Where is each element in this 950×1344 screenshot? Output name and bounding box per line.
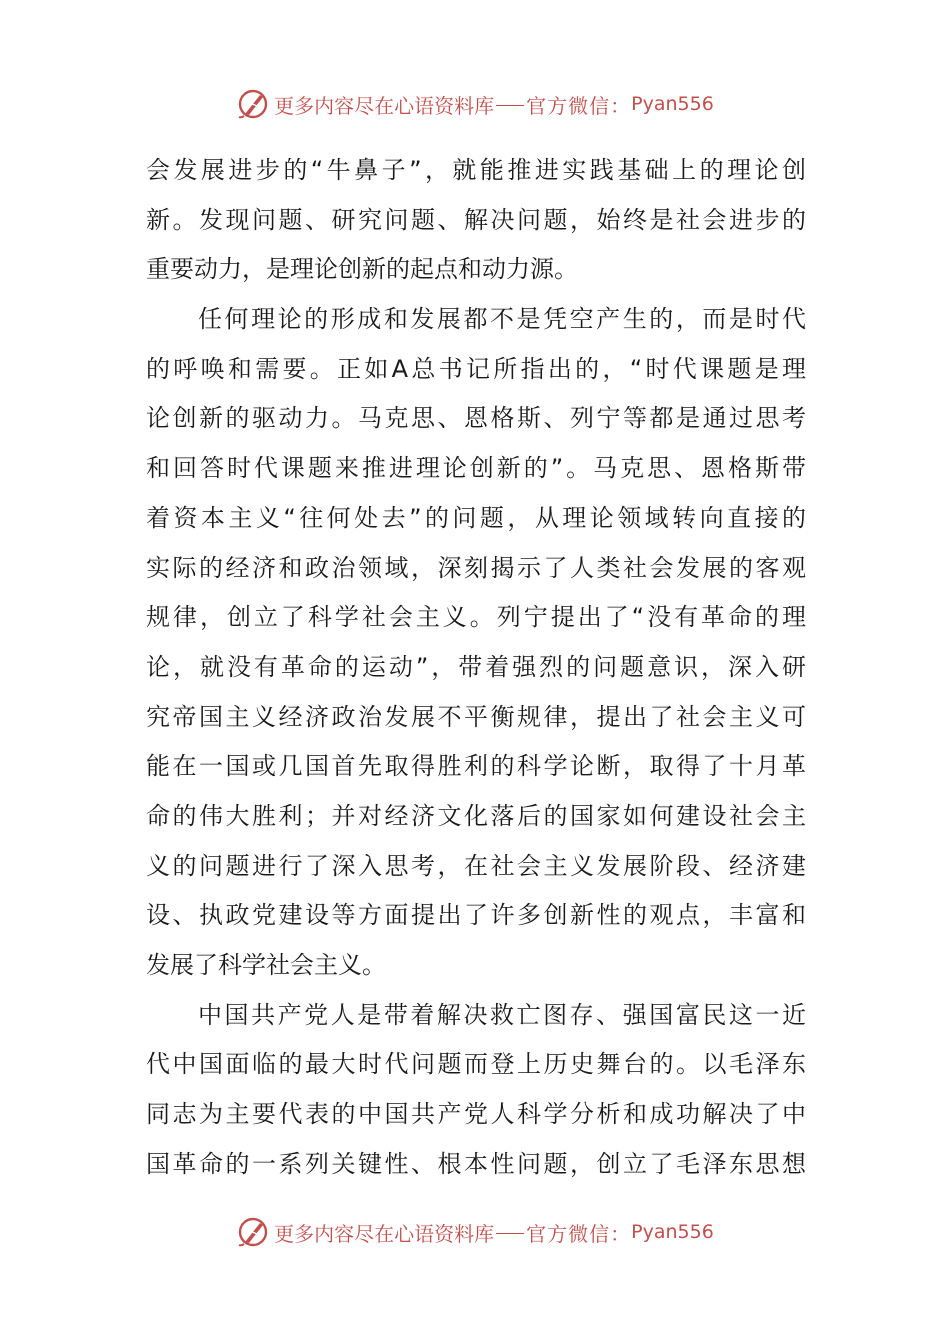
text-line: 设、执政党建设等方面提出了许多创新性的观点，丰富和 [146, 901, 806, 930]
banner-wechat-id: Pyan556 [631, 93, 714, 115]
text-line: 会发展进步的“牛鼻子”，就能推进实践基础上的理论创 [146, 156, 806, 184]
text-line: 究帝国主义经济政治发展不平衡规律，提出了社会主义可 [146, 702, 806, 731]
text-line: 规律，创立了科学社会主义。列宁提出了“没有革命的理 [146, 603, 806, 632]
footer-watermark-banner [0, 1212, 950, 1252]
quill-pen-circle-icon [236, 1215, 270, 1249]
text-line: 和回答时代课题来推进理论创新的”。马克思、恩格斯带 [146, 454, 806, 483]
text-line: 能在一国或几国首先取得胜利的科学论断，取得了十月革 [146, 752, 806, 781]
text-line: 着资本主义“往何处去”的问题，从理论领域转向直接的 [146, 503, 806, 532]
paragraph-first-line: 任何理论的形成和发展都不是凭空产生的，而是时代 [198, 305, 806, 334]
banner-dash [496, 105, 524, 106]
text-line: 国革命的一系列关键性、根本性问题，创立了毛泽东思想 [146, 1149, 806, 1178]
header-watermark-banner [0, 84, 950, 124]
banner-wechat-label: 官方微信： [526, 1221, 632, 1246]
banner-text: 更多内容尽在心语资料库 [274, 93, 495, 118]
quill-pen-circle-icon [236, 87, 270, 121]
text-line: 命的伟大胜利；并对经济文化落后的国家如何建设社会主 [146, 801, 806, 830]
text-line: 代中国面临的最大时代问题而登上历史舞台的。以毛泽东 [146, 1050, 806, 1079]
text-line: 新。发现问题、研究问题、解决问题，始终是社会进步的 [146, 205, 806, 234]
document-body [146, 146, 806, 1189]
banner-dash [496, 1233, 524, 1234]
text-line: 同志为主要代表的中国共产党人科学分析和成功解决了中 [146, 1100, 806, 1129]
text-line: 实际的经济和政治领域，深刻揭示了人类社会发展的客观 [146, 553, 806, 582]
banner-text: 更多内容尽在心语资料库 [274, 1221, 495, 1246]
text-line: 论，就没有革命的运动”，带着强烈的问题意识，深入研 [146, 652, 806, 681]
text-line: 义的问题进行了深入思考，在社会主义发展阶段、经济建 [146, 851, 806, 880]
banner-wechat-label: 官方微信： [526, 93, 632, 118]
text-line: 的呼唤和需要。正如A总书记所指出的，“时代课题是理 [146, 354, 806, 383]
banner-wechat-id: Pyan556 [631, 1221, 714, 1243]
text-line: 论创新的驱动力。马克思、恩格斯、列宁等都是通过思考 [146, 404, 806, 433]
text-line: 重要动力，是理论创新的起点和动力源。 [146, 255, 578, 284]
paragraph-first-line: 中国共产党人是带着解决救亡图存、强国富民这一近 [198, 1000, 806, 1029]
text-line: 发展了科学社会主义。 [146, 951, 386, 979]
